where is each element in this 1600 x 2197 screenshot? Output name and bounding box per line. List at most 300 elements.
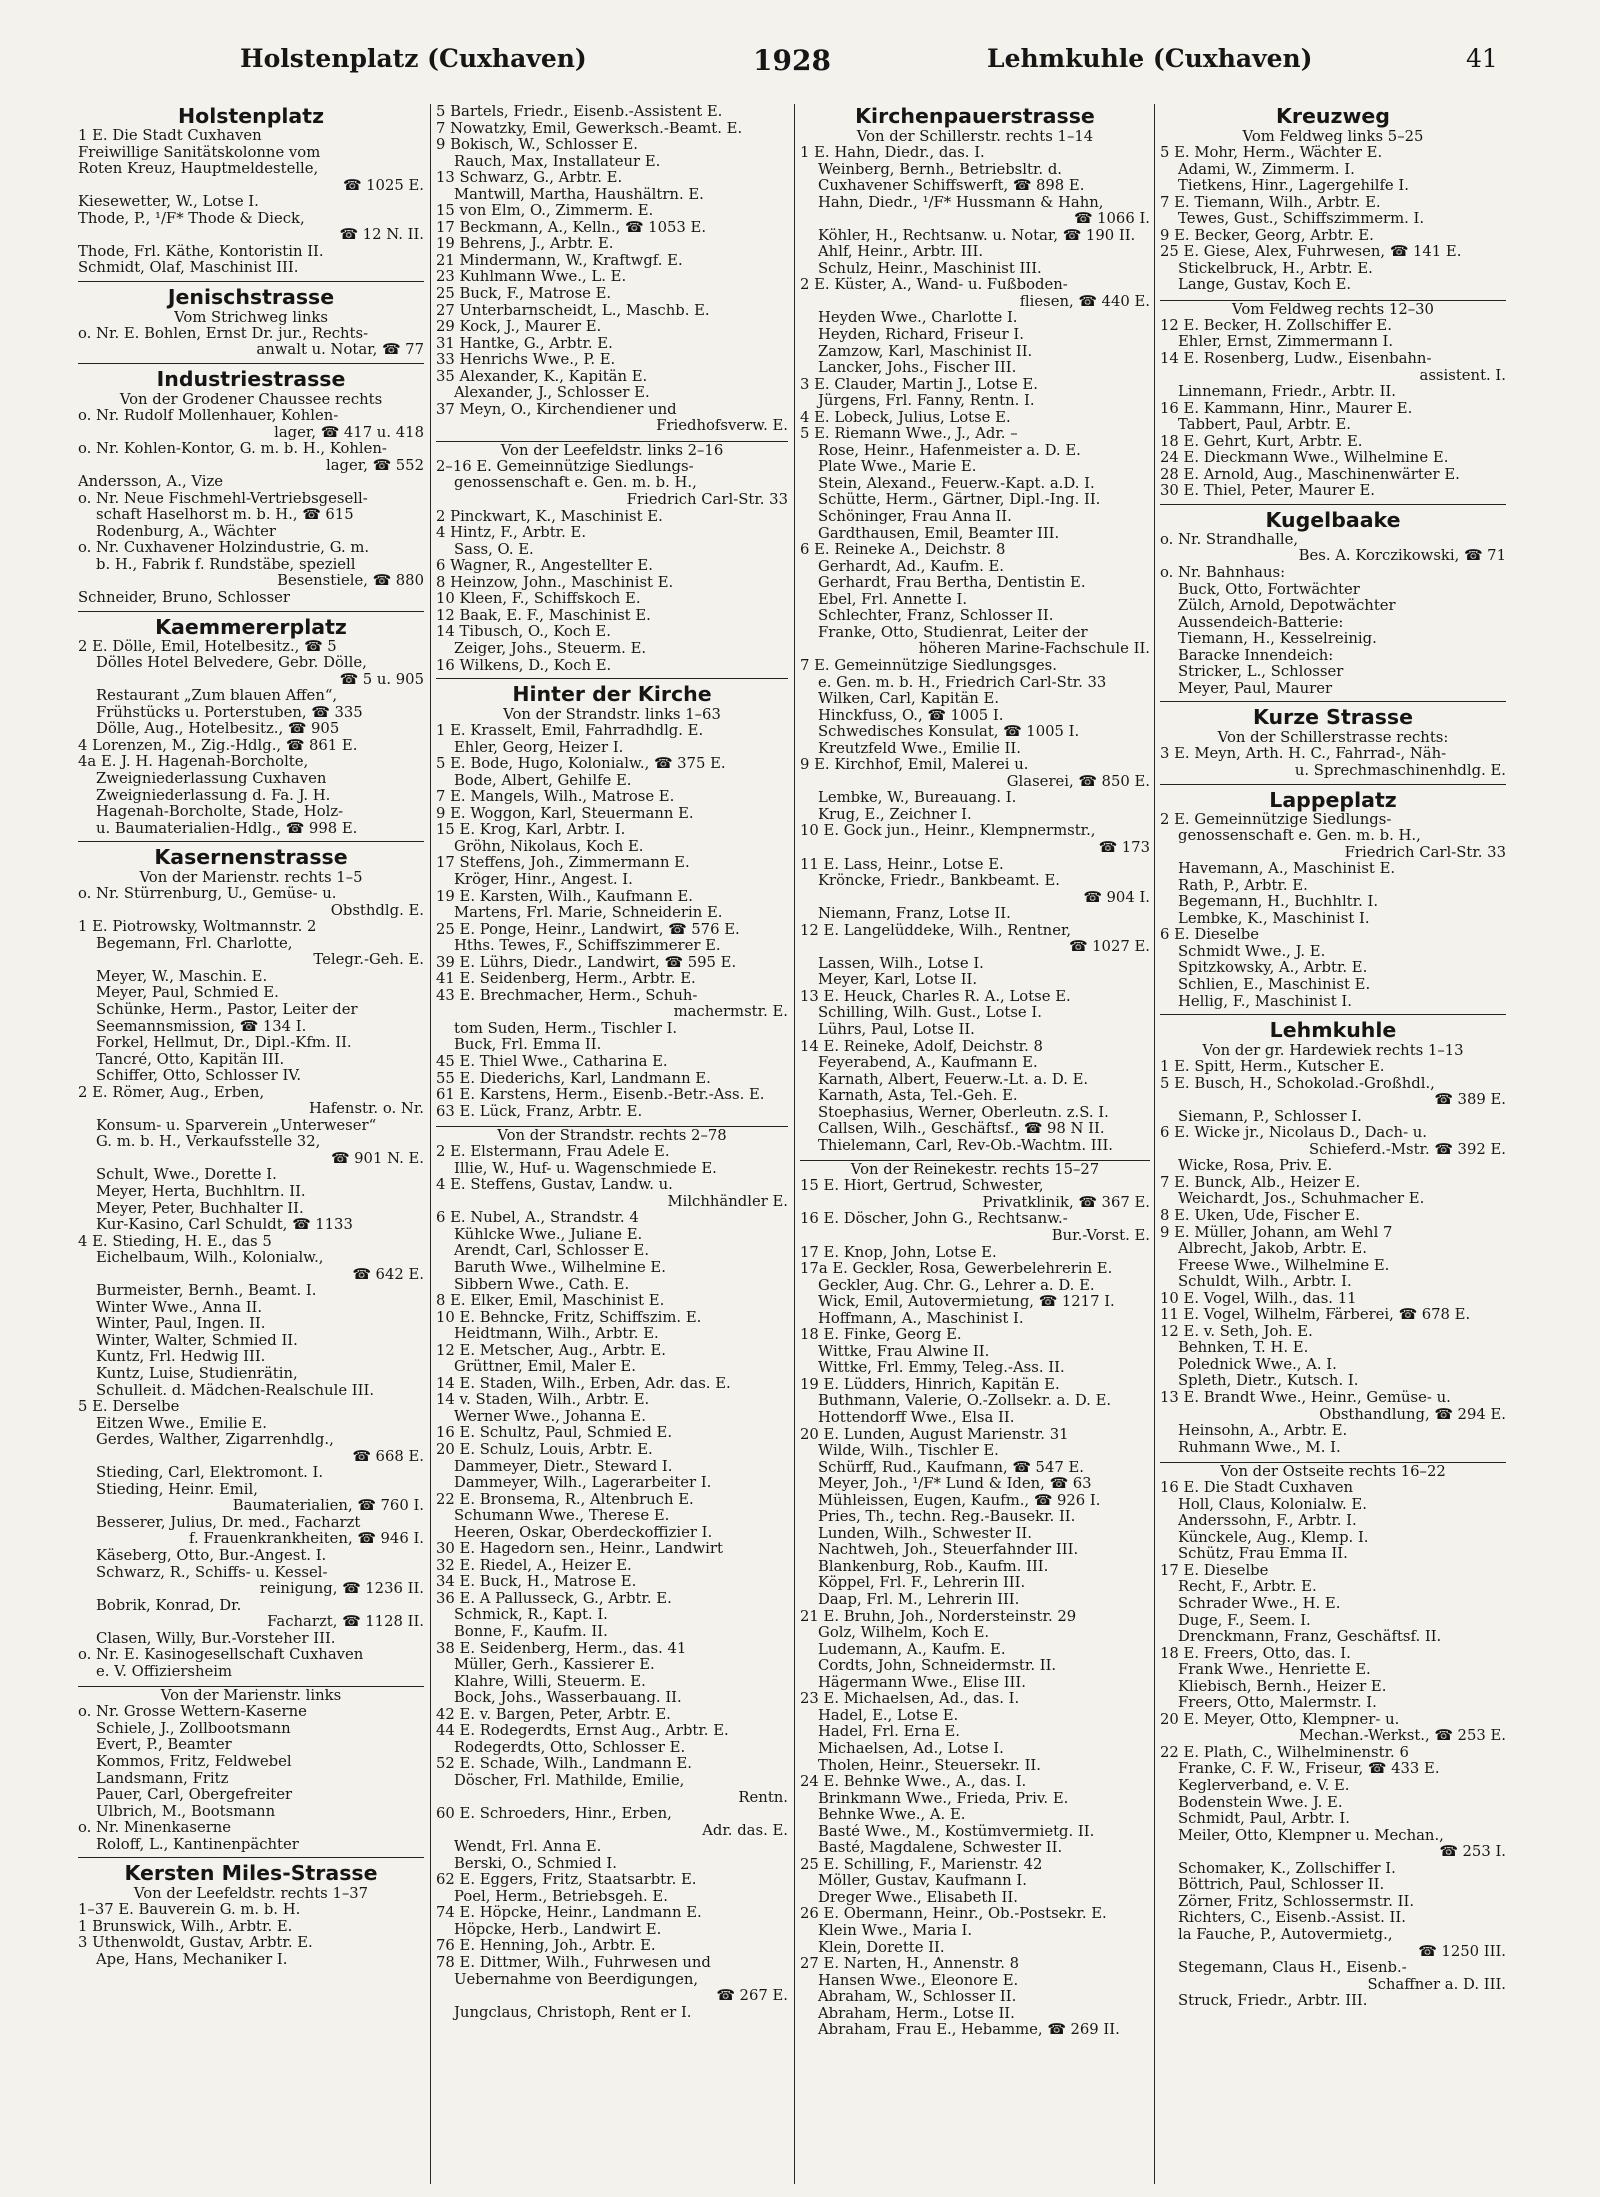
address-entry: 33 Henrichs Wwe., P. E. <box>436 352 616 369</box>
resident-entry: Kuntz, Luise, Studienrätin, <box>96 1366 298 1382</box>
address-entry: 55 E. Diederichs, Karl, Landmann E. <box>436 1070 711 1087</box>
address-entry: 62 E. Eggers, Fritz, Staatsarbtr. E. <box>436 1872 697 1889</box>
address-entry: Kiesewetter, W., Lotse I. <box>78 194 259 211</box>
address-entry: o. Nr. Cuxhavener Holzindustrie, G. m. <box>78 540 370 557</box>
resident-entry: Dreger Wwe., Elisabeth II. <box>818 1889 1018 1906</box>
resident-entry: Martens, Frl. Marie, Schneiderin E. <box>454 905 723 922</box>
address-entry: 34 E. Buck, H., Matrose E. <box>436 1574 637 1591</box>
resident-entry: Lancker, Johs., Fischer III. <box>818 360 1017 377</box>
resident-entry: Meyer, Herta, Buchhltrn. II. <box>96 1183 306 1200</box>
resident-entry: Eitzen Wwe., Emilie E. <box>96 1415 268 1432</box>
resident-entry: Ruhmann Wwe., M. I. <box>1178 1439 1341 1456</box>
resident-entry: Wicke, Rosa, Priv. E. <box>1178 1158 1333 1175</box>
entry-continuation: Friedrich Carl-Str. 33 <box>626 492 788 509</box>
resident-entry: Köppel, Frl. F., Lehrerin III. <box>818 1575 1026 1592</box>
address-entry: 1 E. Hahn, Diedr., das. I. <box>800 145 985 161</box>
address-entry: 19 Behrens, J., Arbtr. E. <box>436 236 614 253</box>
resident-entry: Schumann Wwe., Therese E. <box>454 1508 670 1525</box>
column-2 <box>436 104 788 2186</box>
resident-entry: Freese Wwe., Wilhelmine E. <box>1178 1257 1390 1274</box>
resident-entry: Arendt, Carl, Schlosser E. <box>454 1243 650 1260</box>
address-entry: 13 E. Brandt Wwe., Heinr., Gemüse- u. <box>1160 1390 1451 1406</box>
address-entry: 9 E. Müller, Johann, am Wehl 7 <box>1160 1224 1393 1241</box>
address-entry: 14 v. Staden, Wilh., Arbtr. E. <box>436 1392 650 1409</box>
resident-entry: Winter, Walter, Schmied II. <box>96 1332 298 1349</box>
entry-continuation: Baumaterialien, ☎ 760 I. <box>232 1498 424 1515</box>
address-entry: 76 E. Henning, Joh., Arbtr. E. <box>436 1938 656 1955</box>
resident-entry: Wick, Emil, Autovermietung, ☎ 1217 I. <box>818 1294 1115 1311</box>
address-entry: 10 Kleen, F., Schiffskoch E. <box>436 591 641 608</box>
resident-entry: Thielemann, Carl, Rev-Ob.-Wachtm. III. <box>818 1137 1113 1154</box>
resident-entry: u. Baumaterialien-Hdlg., ☎ 998 E. <box>96 820 358 837</box>
resident-entry: schaft Haselhorst m. b. H., ☎ 615 <box>96 507 354 524</box>
address-entry: 17 Steffens, Joh., Zimmermann E. <box>436 855 690 872</box>
resident-entry: Heyden Wwe., Charlotte I. <box>818 310 1018 327</box>
address-entry: 16 E. Schultz, Paul, Schmied E. <box>436 1425 673 1442</box>
address-entry: o. Nr. Grosse Wettern-Kaserne <box>78 1704 307 1721</box>
column-divider <box>794 104 795 2184</box>
address-entry: 10 E. Behncke, Fritz, Schiffszim. E. <box>436 1309 702 1326</box>
resident-entry: Meyer, Karl, Lotse II. <box>818 972 978 989</box>
resident-entry: Abraham, Frau E., Hebamme, ☎ 269 II. <box>818 2022 1120 2039</box>
address-entry: 21 Mindermann, W., Kraftwgf. E. <box>436 252 683 269</box>
resident-entry: Alexander, J., Schlosser E. <box>454 385 650 402</box>
resident-entry: Böttrich, Paul, Schlosser II. <box>1178 1877 1385 1894</box>
resident-entry: Sibbern Wwe., Cath. E. <box>454 1276 630 1293</box>
address-entry: 13 Schwarz, G., Arbtr. E. <box>436 170 623 187</box>
address-entry: 2 E. Dölle, Emil, Hotelbesitz., ☎ 5 <box>78 638 337 655</box>
resident-entry: Pauer, Carl, Obergefreiter <box>96 1787 293 1804</box>
resident-entry: Hadel, E., Lotse E. <box>818 1707 959 1724</box>
address-entry: 15 E. Hiort, Gertrud, Schwester, <box>800 1178 1044 1195</box>
resident-entry: Schomaker, K., Zollschiffer I. <box>1178 1860 1396 1877</box>
address-entry: Roten Kreuz, Hauptmeldestelle, <box>78 161 319 178</box>
entry-continuation: anwalt u. Notar, ☎ 77 <box>256 342 424 359</box>
resident-entry: Ahlf, Heinr., Arbtr. III. <box>818 244 984 261</box>
resident-entry: Tewes, Gust., Schiffszimmerm. I. <box>1178 211 1425 228</box>
entry-continuation: reinigung, ☎ 1236 II. <box>259 1581 424 1598</box>
resident-entry: Zülch, Arnold, Depotwächter <box>1178 598 1396 615</box>
resident-entry: Dammeyer, Wilh., Lagerarbeiter I. <box>454 1475 712 1492</box>
resident-entry: Spitzkowsky, A., Arbtr. E. <box>1178 960 1368 977</box>
address-entry: 16 E. Kammann, Hinr., Maurer E. <box>1160 400 1413 417</box>
resident-entry: Tiemann, H., Kesselreinig. <box>1178 631 1377 648</box>
address-entry: 15 E. Krog, Karl, Arbtr. I. <box>436 822 626 839</box>
entry-continuation: Schaffner a. D. III. <box>1367 1976 1506 1993</box>
resident-entry: Clasen, Willy, Bur.-Vorsteher III. <box>96 1630 336 1647</box>
address-entry: 9 Bokisch, W., Schlosser E. <box>436 137 638 154</box>
resident-entry: Brinkmann Wwe., Frieda, Priv. E. <box>818 1790 1069 1807</box>
resident-entry: Franke, C. F. W., Friseur, ☎ 433 E. <box>1178 1761 1440 1778</box>
resident-entry: Landsmann, Fritz <box>96 1770 229 1787</box>
resident-entry: Michaelsen, Ad., Lotse I. <box>818 1740 1004 1757</box>
resident-entry: Zörner, Fritz, Schlossermstr. II. <box>1178 1893 1415 1910</box>
address-entry: 9 E. Kirchhof, Emil, Malerei u. <box>800 757 1029 774</box>
resident-entry: Heidtmann, Wilh., Arbtr. E. <box>454 1326 659 1343</box>
resident-entry: e. Gen. m. b. H., Friedrich Carl-Str. 33 <box>818 674 1107 691</box>
resident-entry: Wilde, Wilh., Tischler E. <box>818 1443 999 1460</box>
section-subheading: Von der Grodener Chaussee rechts <box>119 391 383 409</box>
resident-entry: Schlien, E., Maschinist E. <box>1178 976 1371 993</box>
address-entry: 4 Hintz, F., Arbtr. E. <box>436 525 587 542</box>
address-entry: 25 Buck, F., Matrose E. <box>436 286 612 303</box>
resident-entry: Frühstücks u. Porterstuben, ☎ 335 <box>96 704 363 721</box>
resident-entry: e. V. Offiziersheim <box>96 1663 233 1680</box>
entry-continuation: Milchhändler E. <box>667 1193 788 1210</box>
address-entry: 13 E. Heuck, Charles R. A., Lotse E. <box>800 988 1071 1005</box>
address-entry: 14 Tibusch, O., Koch E. <box>436 624 611 641</box>
address-entry: 14 E. Rosenberg, Ludw., Eisenbahn- <box>1160 351 1432 368</box>
address-entry: o. Nr. Bahnhaus: <box>1160 565 1286 582</box>
resident-entry: Jürgens, Frl. Fanny, Rentn. I. <box>818 393 1035 410</box>
resident-entry: Gerhardt, Ad., Kaufm. E. <box>818 558 1004 575</box>
address-entry: 3 E. Clauder, Martin J., Lotse E. <box>800 376 1038 393</box>
address-entry: 78 E. Dittmer, Wilh., Fuhrwesen und <box>436 1954 711 1971</box>
address-entry: 5 Bartels, Friedr., Eisenb.-Assistent E. <box>436 104 723 120</box>
address-entry: 20 E. Lunden, August Marienstr. 31 <box>800 1426 1069 1443</box>
address-entry: o. Nr. E. Bohlen, Ernst Dr. jur., Rechts- <box>78 325 369 342</box>
address-entry: 30 E. Thiel, Peter, Maurer E. <box>1160 483 1375 500</box>
resident-entry: Schulz, Heinr., Maschinist III. <box>818 260 1042 277</box>
address-entry: 11 E. Vogel, Wilhelm, Färberei, ☎ 678 E. <box>1160 1307 1471 1324</box>
resident-entry: Rauch, Max, Installateur E. <box>454 153 661 170</box>
entry-continuation: Facharzt, ☎ 1128 II. <box>267 1614 424 1631</box>
entry-continuation: Friedhofsverw. E. <box>656 418 788 435</box>
address-entry: 32 E. Riedel, A., Heizer E. <box>436 1557 632 1574</box>
address-entry: 31 Hantke, G., Arbtr. E. <box>436 335 613 352</box>
street-heading: Industriestrasse <box>78 363 424 391</box>
resident-entry: genossenschaft e. Gen. m. b. H., <box>454 475 697 492</box>
address-entry: 6 E. Nubel, A., Strandstr. 4 <box>436 1210 639 1227</box>
resident-entry: Lührs, Paul, Lotse II. <box>818 1021 975 1038</box>
section-subheading: Vom Feldweg links 5–25 <box>1242 128 1424 145</box>
resident-entry: Behnke Wwe., A. E. <box>818 1807 966 1824</box>
resident-entry: Wittke, Frl. Emmy, Teleg.-Ass. II. <box>818 1360 1065 1377</box>
section-subheading: Von der Leefeldstr. links 2–16 <box>500 441 724 459</box>
resident-entry: Zamzow, Karl, Maschinist II. <box>818 343 1033 360</box>
resident-entry: Stickelbruck, H., Arbtr. E. <box>1178 260 1373 277</box>
address-entry: Freiwillige Sanitätskolonne vom <box>78 144 321 161</box>
resident-entry: Rose, Heinr., Hafenmeister a. D. E. <box>818 442 1081 459</box>
address-entry: 1 Brunswick, Wilh., Arbtr. E. <box>78 1918 293 1935</box>
address-entry: 2 E. Elstermann, Frau Adele E. <box>436 1144 670 1161</box>
page-header <box>0 44 1600 84</box>
address-entry: 4 E. Steffens, Gustav, Landw. u. <box>436 1177 673 1194</box>
resident-entry: Wittke, Frau Alwine II. <box>818 1343 990 1360</box>
address-entry: 2 Pinckwart, K., Maschinist E. <box>436 508 663 525</box>
address-entry: 2 E. Gemeinnützige Siedlungs- <box>1160 811 1392 828</box>
resident-entry: Wilken, Carl, Kapitän E. <box>818 691 1000 708</box>
resident-entry: Hellig, F., Maschinist I. <box>1178 993 1352 1010</box>
resident-entry: Bock, Johs., Wasserbauang. II. <box>454 1690 682 1707</box>
resident-entry: Müller, Gerh., Kassierer E. <box>454 1657 655 1674</box>
running-head-left: Holstenplatz (Cuxhaven) <box>240 44 587 73</box>
address-entry: 7 E. Bunck, Alb., Heizer E. <box>1160 1174 1361 1191</box>
entry-continuation: ☎ 1025 E. <box>343 177 424 194</box>
address-entry: 25 E. Ponge, Heinr., Landwirt, ☎ 576 E. <box>436 921 740 938</box>
resident-entry: Stieding, Heinr. Emil, <box>96 1481 258 1498</box>
resident-entry: Freers, Otto, Malermstr. I. <box>1178 1695 1377 1712</box>
resident-entry: Abraham, Herm., Lotse II. <box>818 2005 1015 2022</box>
resident-entry: Konsum- u. Sparverein „Unterweser“ <box>96 1117 377 1134</box>
resident-entry: Tholen, Heinr., Steuersekr. II. <box>818 1757 1041 1774</box>
section-subheading: Von der Ostseite rechts 16–22 <box>1220 1463 1446 1481</box>
resident-entry: Schwarz, R., Schiffs- u. Kessel- <box>96 1564 328 1581</box>
resident-entry: Hoffmann, A., Maschinist I. <box>818 1310 1024 1327</box>
section-subheading: Vom Strichweg links <box>174 308 328 326</box>
address-entry: 15 von Elm, O., Zimmerm. E. <box>436 203 654 220</box>
running-head-year: 1928 <box>753 44 831 77</box>
resident-entry: Dammeyer, Dietr., Steward I. <box>454 1458 673 1475</box>
address-entry: 4 Lorenzen, M., Zig.-Hdlg., ☎ 861 E. <box>78 737 358 754</box>
address-entry: 30 E. Hagedorn sen., Heinr., Landwirt <box>436 1541 723 1558</box>
address-entry: 3 Uthenwoldt, Gustav, Arbtr. E. <box>78 1935 313 1952</box>
address-entry: 20 E. Schulz, Louis, Arbtr. E. <box>436 1442 653 1459</box>
address-entry: 36 E. A Pallusseck, G., Arbtr. E. <box>436 1590 672 1607</box>
resident-entry: Ebel, Frl. Annette I. <box>818 591 968 608</box>
address-entry: 5 E. Riemann Wwe., J., Adr. – <box>800 426 1018 443</box>
address-entry: 45 E. Thiel Wwe., Catharina E. <box>436 1053 668 1070</box>
address-entry: 6 E. Dieselbe <box>1160 927 1259 944</box>
entry-continuation: ☎ 267 E. <box>716 1988 788 2005</box>
address-entry: 9 E. Woggon, Karl, Steuermann E. <box>436 805 694 822</box>
address-entry: 11 E. Lass, Heinr., Lotse E. <box>800 856 1004 873</box>
address-entry: 24 E. Behnke Wwe., A., das. I. <box>800 1774 1027 1791</box>
resident-entry: Albrecht, Jakob, Arbtr. E. <box>1178 1241 1367 1258</box>
address-entry: o. Nr. Rudolf Mollenhauer, Kohlen- <box>78 408 339 425</box>
resident-entry: Begemann, Frl. Charlotte, <box>96 935 293 952</box>
resident-entry: Richters, C., Eisenb.-Assist. II. <box>1178 1910 1406 1927</box>
address-entry: 19 E. Karsten, Wilh., Kaufmann E. <box>436 888 693 905</box>
street-heading: Kasernenstrasse <box>78 841 424 869</box>
address-entry: 12 E. Becker, H. Zollschiffer E. <box>1160 317 1392 334</box>
resident-entry: Tietkens, Hinr., Lagergehilfe I. <box>1178 178 1409 195</box>
address-entry: 4 E. Lobeck, Julius, Lotse E. <box>800 409 1011 426</box>
address-entry: 24 E. Dieckmann Wwe., Wilhelmine E. <box>1160 450 1449 467</box>
resident-entry: Bodenstein Wwe. J. E. <box>1178 1794 1343 1811</box>
resident-entry: Karnath, Albert, Feuerw.-Lt. a. D. E. <box>818 1071 1089 1088</box>
address-entry: 6 Wagner, R., Angestellter E. <box>436 558 653 575</box>
address-entry: o. Nr. Stürrenburg, U., Gemüse- u. <box>78 886 337 903</box>
resident-entry: Stein, Alexand., Feuerw.-Kapt. a.D. I. <box>818 475 1095 492</box>
address-entry: 6 E. Reineke A., Deichstr. 8 <box>800 542 1006 559</box>
running-head-right: Lehmkuhle (Cuxhaven) <box>987 44 1313 73</box>
resident-entry: Lembke, W., Bureauang. I. <box>818 790 1017 807</box>
entry-continuation: Adr. das. E. <box>702 1822 788 1839</box>
resident-entry: Kuntz, Frl. Hedwig III. <box>96 1349 266 1366</box>
entry-continuation: Obsthandlung, ☎ 294 E. <box>1319 1406 1506 1423</box>
address-entry: o. Nr. Kohlen-Kontor, G. m. b. H., Kohlen- <box>78 441 387 458</box>
address-entry: 42 E. v. Bargen, Peter, Arbtr. E. <box>436 1706 671 1723</box>
address-entry: 9 E. Becker, Georg, Arbtr. E. <box>1160 227 1374 244</box>
section-subheading: Von der Marienstr. rechts 1–5 <box>139 869 363 887</box>
resident-entry: G. m. b. H., Verkaufsstelle 32, <box>96 1134 321 1151</box>
resident-entry: Krug, E., Zeichner I. <box>818 806 972 823</box>
address-entry: 63 E. Lück, Franz, Arbtr. E. <box>436 1103 643 1120</box>
resident-entry: Werner Wwe., Johanna E. <box>454 1408 646 1425</box>
resident-entry: Hansen Wwe., Eleonore E. <box>818 1972 1019 1989</box>
resident-entry: Meyer, Joh., ¹/F* Lund & Iden, ☎ 63 <box>818 1476 1092 1493</box>
entry-continuation: ☎ 901 N. E. <box>331 1150 424 1167</box>
resident-entry: Kur-Kasino, Carl Schuldt, ☎ 1133 <box>96 1217 353 1234</box>
resident-entry: Schwedisches Konsulat, ☎ 1005 I. <box>818 724 1080 741</box>
address-entry: 7 E. Gemeinnützige Siedlungsges. <box>800 657 1057 674</box>
address-entry: 27 E. Narten, H., Annenstr. 8 <box>800 1956 1020 1973</box>
resident-entry: Tabbert, Paul, Arbtr. E. <box>1178 417 1351 434</box>
resident-entry: Ehler, Georg, Heizer I. <box>454 739 624 756</box>
resident-entry: Besserer, Julius, Dr. med., Facharzt <box>96 1514 361 1531</box>
address-entry: 7 E. Tiemann, Wilh., Arbtr. E. <box>1160 194 1381 211</box>
entry-continuation: Telegr.-Geh. E. <box>313 952 424 969</box>
resident-entry: Tancré, Otto, Kapitän III. <box>96 1051 285 1068</box>
entry-continuation: ☎ 389 E. <box>1434 1092 1506 1109</box>
resident-entry: Roloff, L., Kantinenpächter <box>96 1836 299 1853</box>
resident-entry: Ape, Hans, Mechaniker I. <box>96 1951 288 1968</box>
address-entry: 4 E. Stieding, H. E., das 5 <box>78 1233 272 1250</box>
address-entry: 17 Beckmann, A., Kelln., ☎ 1053 E. <box>436 219 707 236</box>
resident-entry: Hottendorff Wwe., Elsa II. <box>818 1410 1015 1427</box>
address-entry: 4a E. J. H. Hagenah-Borcholte, <box>78 754 309 771</box>
street-heading: Hinter der Kirche <box>436 678 788 706</box>
resident-entry: Kreutzfeld Wwe., Emilie II. <box>818 740 1021 757</box>
resident-entry: Bonne, F., Kaufm. II. <box>454 1624 608 1641</box>
address-entry: 1–37 E. Bauverein G. m. b. H. <box>78 1902 301 1919</box>
address-entry: 16 E. Döscher, John G., Rechtsanw.- <box>800 1211 1068 1228</box>
address-entry: 8 E. Uken, Ude, Fischer E. <box>1160 1207 1361 1224</box>
resident-entry: Stegemann, Claus H., Eisenb.- <box>1178 1960 1407 1977</box>
resident-entry: Schlechter, Franz, Schlosser II. <box>818 608 1054 625</box>
resident-entry: Recht, F., Arbtr. E. <box>1178 1579 1317 1596</box>
address-entry: 12 E. Langelüddeke, Wilh., Rentner, <box>800 922 1072 939</box>
address-entry: 1 E. Die Stadt Cuxhaven <box>78 128 262 144</box>
resident-entry: Hahn, Diedr., ¹/F* Hussmann & Hahn, <box>818 194 1104 211</box>
resident-entry: Hadel, Frl. Erna E. <box>818 1724 961 1741</box>
address-entry: 16 E. Die Stadt Cuxhaven <box>1160 1480 1354 1497</box>
column-1 <box>78 104 424 2186</box>
resident-entry: Callsen, Wilh., Geschäftsf., ☎ 98 N II. <box>818 1121 1105 1138</box>
address-entry: 10 E. Vogel, Wilh., das. 11 <box>1160 1290 1357 1307</box>
resident-entry: Grüttner, Emil, Maler E. <box>454 1359 636 1376</box>
address-entry: 7 E. Mangels, Wilh., Matrose E. <box>436 789 675 806</box>
street-heading: Lappeplatz <box>1160 784 1506 812</box>
street-heading: Kugelbaake <box>1160 504 1506 532</box>
resident-entry: Stricker, L., Schlosser <box>1178 664 1344 681</box>
resident-entry: Uebernahme von Beerdigungen, <box>454 1971 699 1988</box>
resident-entry: Winter Wwe., Anna II. <box>96 1299 263 1316</box>
address-entry: 12 Baak, E. F., Maschinist E. <box>436 607 651 624</box>
entry-continuation: fliesen, ☎ 440 E. <box>1019 293 1150 310</box>
address-entry: 1 E. Krasselt, Emil, Fahrradhdlg. E. <box>436 723 704 740</box>
resident-entry: Gröhn, Nikolaus, Koch E. <box>454 838 644 855</box>
resident-entry: Klein, Dorette II. <box>818 1939 945 1956</box>
address-entry: 17 E. Knop, John, Lotse E. <box>800 1244 997 1261</box>
resident-entry: Lembke, K., Maschinist I. <box>1178 910 1370 927</box>
address-entry: Schneider, Bruno, Schlosser <box>78 590 290 607</box>
address-entry: Thode, P., ¹/F* Thode & Dieck, <box>78 210 305 227</box>
resident-entry: Rodegerdts, Otto, Schlosser E. <box>454 1739 686 1756</box>
resident-entry: Behnken, T. H. E. <box>1178 1340 1309 1357</box>
address-entry: o. Nr. E. Kasinogesellschaft Cuxhaven <box>78 1647 364 1664</box>
section-subheading: Von der Strandstr. links 1–63 <box>503 706 721 724</box>
resident-entry: Hagenah-Borcholte, Stade, Holz- <box>96 804 344 821</box>
resident-entry: Baracke Innendeich: <box>1178 647 1334 664</box>
resident-entry: Karnath, Asta, Tel.-Geh. E. <box>818 1088 1018 1105</box>
resident-entry: Schmidt Wwe., J. E. <box>1178 943 1326 960</box>
section-subheading: Von der Leefeldstr. rechts 1–37 <box>133 1885 369 1903</box>
resident-entry: Basté, Magdalene, Schwester II. <box>818 1840 1063 1857</box>
entry-continuation: ☎ 668 E. <box>352 1448 424 1465</box>
address-entry: 18 E. Finke, Georg E. <box>800 1327 962 1344</box>
resident-entry: Eichelbaum, Wilh., Kolonialw., <box>96 1250 324 1267</box>
resident-entry: Anderssohn, F., Arbtr. I. <box>1178 1513 1357 1530</box>
column-4 <box>1160 104 1506 2186</box>
resident-entry: Forkel, Hellmut, Dr., Dipl.-Kfm. II. <box>96 1035 352 1052</box>
resident-entry: Siemann, P., Schlosser I. <box>1178 1108 1362 1125</box>
resident-entry: Schult, Wwe., Dorette I. <box>96 1167 277 1184</box>
entry-continuation: Privatklinik, ☎ 367 E. <box>982 1194 1150 1211</box>
resident-entry: genossenschaft e. Gen. m. b. H., <box>1178 828 1421 845</box>
resident-entry: Illie, W., Huf- u. Wagenschmiede E. <box>454 1160 717 1177</box>
address-entry: 3 E. Meyn, Arth. H. C., Fahrrad-, Näh- <box>1160 746 1447 763</box>
resident-entry: Spleth, Dietr., Kutsch. I. <box>1178 1373 1359 1390</box>
address-entry: o. Nr. Minenkaserne <box>78 1820 232 1837</box>
resident-entry: Buck, Otto, Fortwächter <box>1178 581 1360 598</box>
resident-entry: Restaurant „Zum blauen Affen“, <box>96 688 338 705</box>
entry-continuation: ☎ 5 u. 905 <box>339 671 424 688</box>
entry-continuation: Glaserei, ☎ 850 E. <box>1006 773 1150 790</box>
resident-entry: Baruth Wwe., Wilhelmine E. <box>454 1260 666 1276</box>
resident-entry: Mantwill, Martha, Haushältrn. E. <box>454 186 704 203</box>
section-subheading: Von der gr. Hardewiek rechts 1–13 <box>1202 1042 1464 1060</box>
resident-entry: Stieding, Carl, Elektromont. I. <box>96 1465 324 1482</box>
entry-continuation: höheren Marine-Fachschule II. <box>918 641 1150 658</box>
street-heading: Kreuzweg <box>1276 104 1390 128</box>
resident-entry: Buck, Frl. Emma II. <box>454 1037 602 1054</box>
address-entry: 2 E. Römer, Aug., Erben, <box>78 1084 265 1101</box>
resident-entry: Cuxhavener Schiffswerft, ☎ 898 E. <box>818 178 1085 195</box>
resident-entry: Schöninger, Frau Anna II. <box>818 509 1012 526</box>
address-entry: 27 Unterbarnscheidt, L., Maschb. E. <box>436 302 710 319</box>
section-subheading: Von der Marienstr. links <box>160 1687 342 1705</box>
address-entry: o. Nr. Neue Fischmehl-Vertriebsgesell- <box>78 490 368 507</box>
resident-entry: Schürff, Rud., Kaufmann, ☎ 547 E. <box>818 1459 1084 1476</box>
address-entry: 23 E. Michaelsen, Ad., das. I. <box>800 1691 1020 1708</box>
address-entry: 23 Kuhlmann Wwe., L. E. <box>436 269 627 286</box>
entry-continuation: Obsthdlg. E. <box>330 902 424 919</box>
address-entry: 1 E. Spitt, Herm., Kutscher E. <box>1160 1059 1385 1076</box>
section-subheading: Von der Reinekestr. rechts 15–27 <box>850 1161 1100 1179</box>
resident-entry: Daap, Frl. M., Lehrerin III. <box>818 1592 1020 1609</box>
address-entry: 8 E. Elker, Emil, Maschinist E. <box>436 1293 665 1310</box>
resident-entry: Meyer, Paul, Maurer <box>1178 680 1333 697</box>
resident-entry: Schütte, Herm., Gärtner, Dipl.-Ing. II. <box>818 492 1101 509</box>
resident-entry: Adami, W., Zimmerm. I. <box>1178 161 1355 178</box>
resident-entry: Kliebisch, Bernh., Heizer E. <box>1178 1678 1387 1695</box>
entry-continuation: ☎ 642 E. <box>352 1266 424 1283</box>
street-heading: Holstenplatz <box>177 104 325 128</box>
resident-entry: Heyden, Richard, Friseur I. <box>818 327 1024 344</box>
entry-continuation: ☎ 253 I. <box>1439 1844 1506 1861</box>
resident-entry: Meyer, W., Maschin. E. <box>96 968 268 985</box>
resident-entry: Gerdes, Walther, Zigarrenhdlg., <box>96 1432 334 1449</box>
column-divider <box>430 104 431 2184</box>
resident-entry: Blankenburg, Rob., Kaufm. III. <box>818 1558 1049 1575</box>
address-entry: 7 Nowatzky, Emil, Gewerksch.-Beamt. E. <box>436 120 743 137</box>
entry-continuation: u. Sprechmaschinenhdlg. E. <box>1294 762 1506 779</box>
resident-entry: Klahre, Willi, Steuerm. E. <box>454 1673 646 1690</box>
resident-entry: Cordts, John, Schneidermstr. II. <box>818 1658 1057 1675</box>
address-entry: 41 E. Seidenberg, Herm., Arbtr. E. <box>436 971 696 988</box>
